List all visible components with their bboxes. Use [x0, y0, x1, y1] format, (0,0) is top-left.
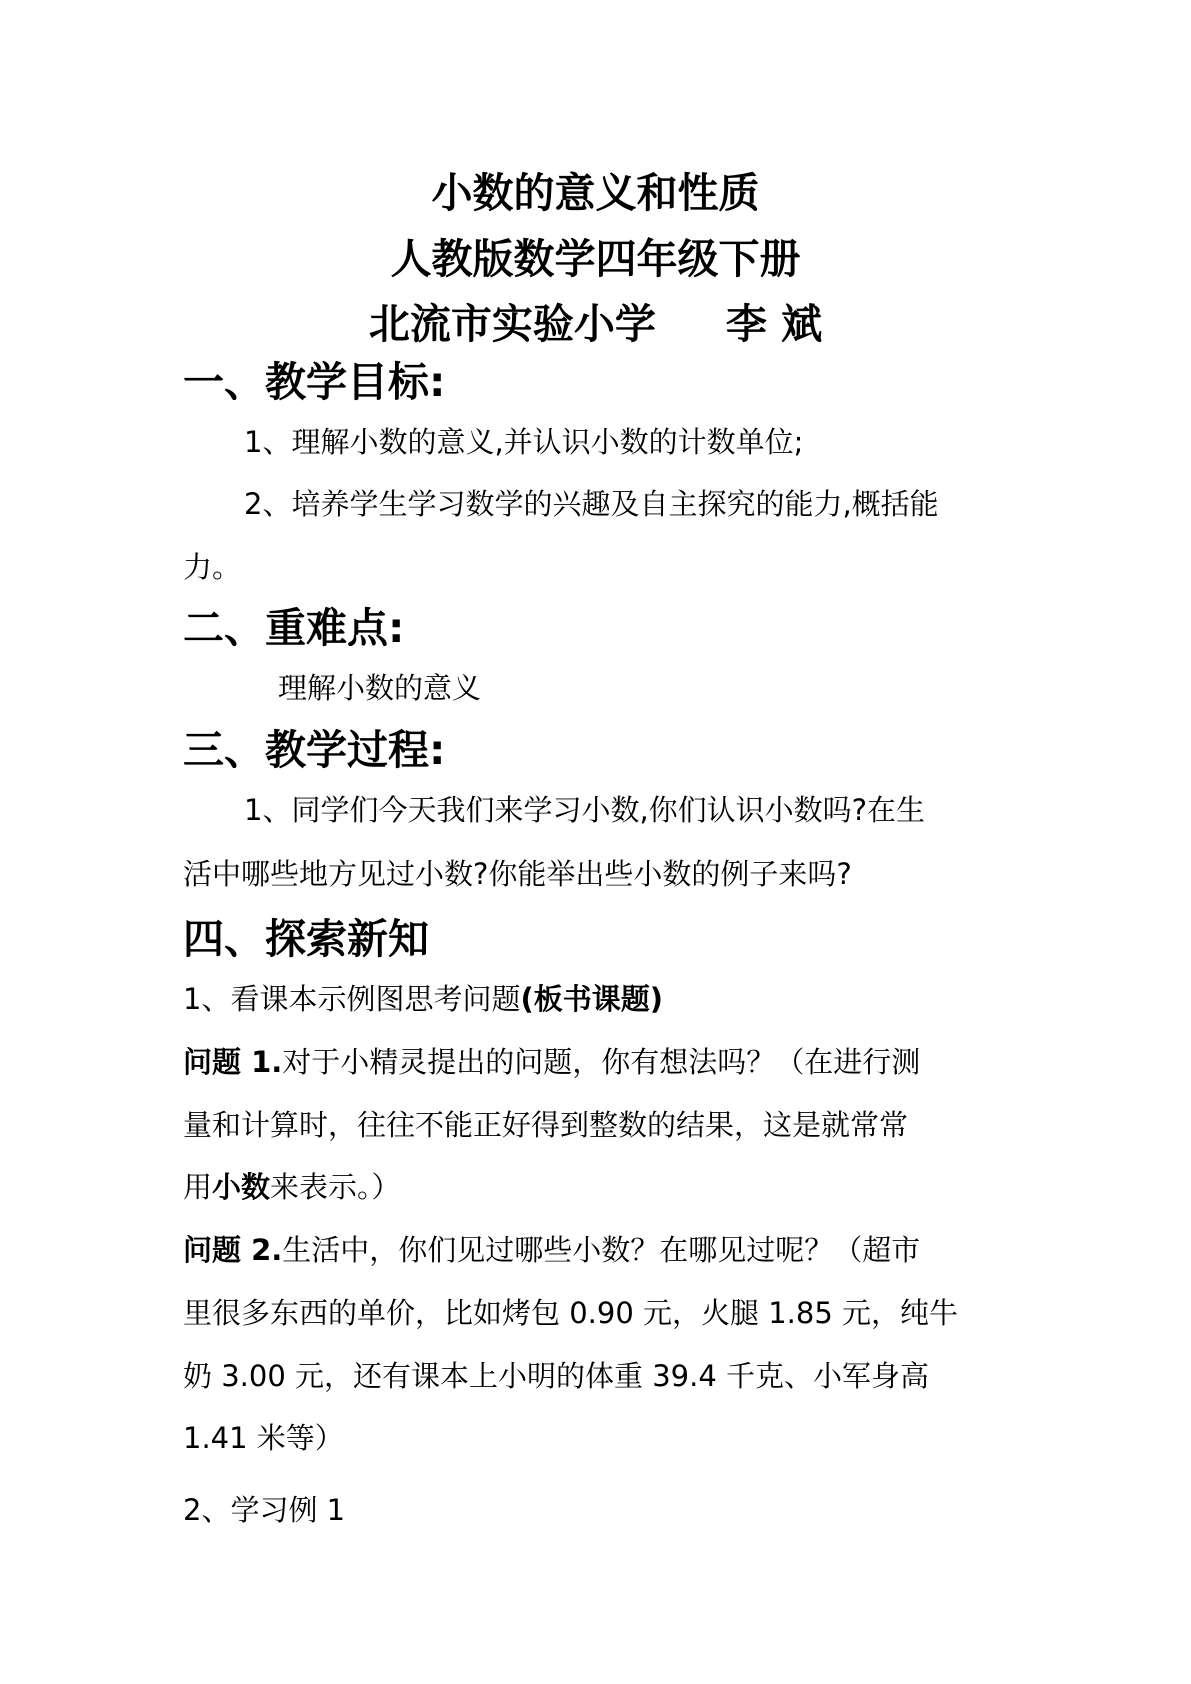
- section-heading-explore: 四、探索新知: [183, 915, 429, 963]
- question-1-line-2: 量和计算时，往往不能正好得到整数的结果，这是就常常: [183, 1108, 909, 1142]
- author-name: 李 斌: [725, 300, 823, 348]
- question-1-line-3: [183, 1167, 401, 1207]
- document-title: 小数的意义和性质: [431, 169, 760, 217]
- question-2-line-4: 1.41 米等）: [183, 1421, 344, 1455]
- school-name: 北流市实验小学: [368, 300, 656, 348]
- document-subtitle: 人教版数学四年级下册: [390, 235, 801, 283]
- question-1-line-1: [183, 1042, 920, 1082]
- explore-step-2: 2、学习例 1: [183, 1493, 346, 1527]
- question-2-line-2: 里很多东西的单价，比如烤包 0.90 元，火腿 1.85 元，纯牛: [183, 1296, 959, 1330]
- section-heading-key-points: 二、重难点:: [183, 604, 405, 652]
- explore-step-1-note: (板书课题): [520, 982, 663, 1016]
- author-line: [0, 299, 1191, 349]
- objective-item-1: 1、理解小数的意义,并认识小数的计数单位;: [244, 425, 804, 459]
- question-1-line-3-pre: 用: [183, 1170, 213, 1204]
- process-item-1-line-1: 1、同学们今天我们来学习小数,你们认识小数吗?在生: [244, 793, 926, 827]
- question-1-keyword: 小数: [212, 1170, 271, 1204]
- objective-item-2-line-2: 力。: [183, 550, 242, 584]
- explore-step-1: [183, 979, 663, 1019]
- question-2-text: 生活中，你们见过哪些小数？在哪见过呢？（超市: [282, 1233, 921, 1267]
- section-heading-process: 三、教学过程:: [183, 726, 446, 774]
- question-1-text: 对于小精灵提出的问题，你有想法吗？（在进行测: [282, 1045, 921, 1079]
- objective-item-2-line-1: 2、培养学生学习数学的兴趣及自主探究的能力,概括能: [244, 487, 939, 521]
- question-1-label: 问题 1.: [183, 1045, 283, 1079]
- question-2-line-3: 奶 3.00 元，还有课本上小明的体重 39.4 千克、小军身高: [183, 1359, 930, 1393]
- question-2-line-1: [183, 1230, 920, 1270]
- question-1-line-3-post: 来表示。）: [270, 1170, 401, 1204]
- section-heading-objectives: 一、教学目标:: [183, 358, 446, 406]
- key-point-text: 理解小数的意义: [278, 671, 482, 705]
- question-2-label: 问题 2.: [183, 1233, 283, 1267]
- explore-step-1-text: 1、看课本示例图思考问题: [183, 982, 521, 1016]
- process-item-1-line-2: 活中哪些地方见过小数?你能举出些小数的例子来吗?: [183, 857, 852, 891]
